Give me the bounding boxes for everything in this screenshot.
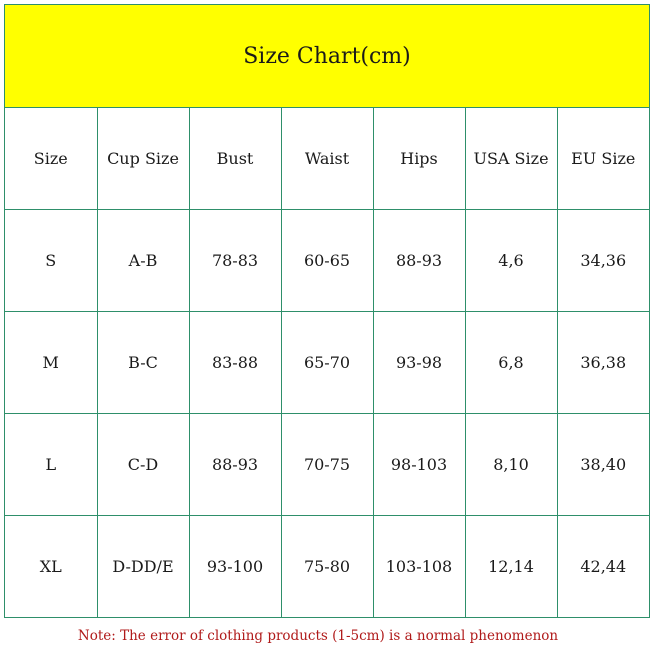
- cell-hips: 93-98: [373, 312, 465, 414]
- cell-cup-size: C-D: [97, 414, 189, 516]
- error-note: Note: The error of clothing products (1-5cm) is a normal phenomenon: [77, 628, 559, 644]
- cell-hips: 98-103: [373, 414, 465, 516]
- size-table: [5, 108, 649, 617]
- cell-size: S: [5, 210, 97, 312]
- cell-bust: 83-88: [189, 312, 281, 414]
- cell-bust: 78-83: [189, 210, 281, 312]
- header-usa-size: USA Size: [465, 108, 557, 210]
- table-row: [5, 516, 649, 618]
- header-row: [5, 108, 649, 210]
- cell-usa-size: 4,6: [465, 210, 557, 312]
- header-eu-size: EU Size: [557, 108, 649, 210]
- cell-waist: 65-70: [281, 312, 373, 414]
- size-chart: [4, 4, 650, 618]
- cell-waist: 60-65: [281, 210, 373, 312]
- cell-bust: 88-93: [189, 414, 281, 516]
- cell-cup-size: A-B: [97, 210, 189, 312]
- header-hips: Hips: [373, 108, 465, 210]
- header-cup-size: Cup Size: [97, 108, 189, 210]
- cell-usa-size: 8,10: [465, 414, 557, 516]
- cell-usa-size: 6,8: [465, 312, 557, 414]
- cell-size: XL: [5, 516, 97, 618]
- cell-hips: 88-93: [373, 210, 465, 312]
- cell-cup-size: D-DD/E: [97, 516, 189, 618]
- cell-eu-size: 42,44: [557, 516, 649, 618]
- cell-usa-size: 12,14: [465, 516, 557, 618]
- header-bust: Bust: [189, 108, 281, 210]
- table-row: [5, 414, 649, 516]
- cell-hips: 103-108: [373, 516, 465, 618]
- cell-eu-size: 36,38: [557, 312, 649, 414]
- header-size: Size: [5, 108, 97, 210]
- table-row: [5, 312, 649, 414]
- cell-size: M: [5, 312, 97, 414]
- cell-eu-size: 34,36: [557, 210, 649, 312]
- cell-bust: 93-100: [189, 516, 281, 618]
- cell-waist: 70-75: [281, 414, 373, 516]
- cell-size: L: [5, 414, 97, 516]
- cell-cup-size: B-C: [97, 312, 189, 414]
- cell-waist: 75-80: [281, 516, 373, 618]
- cell-eu-size: 38,40: [557, 414, 649, 516]
- header-waist: Waist: [281, 108, 373, 210]
- chart-title: Size Chart(cm): [5, 5, 649, 108]
- table-row: [5, 210, 649, 312]
